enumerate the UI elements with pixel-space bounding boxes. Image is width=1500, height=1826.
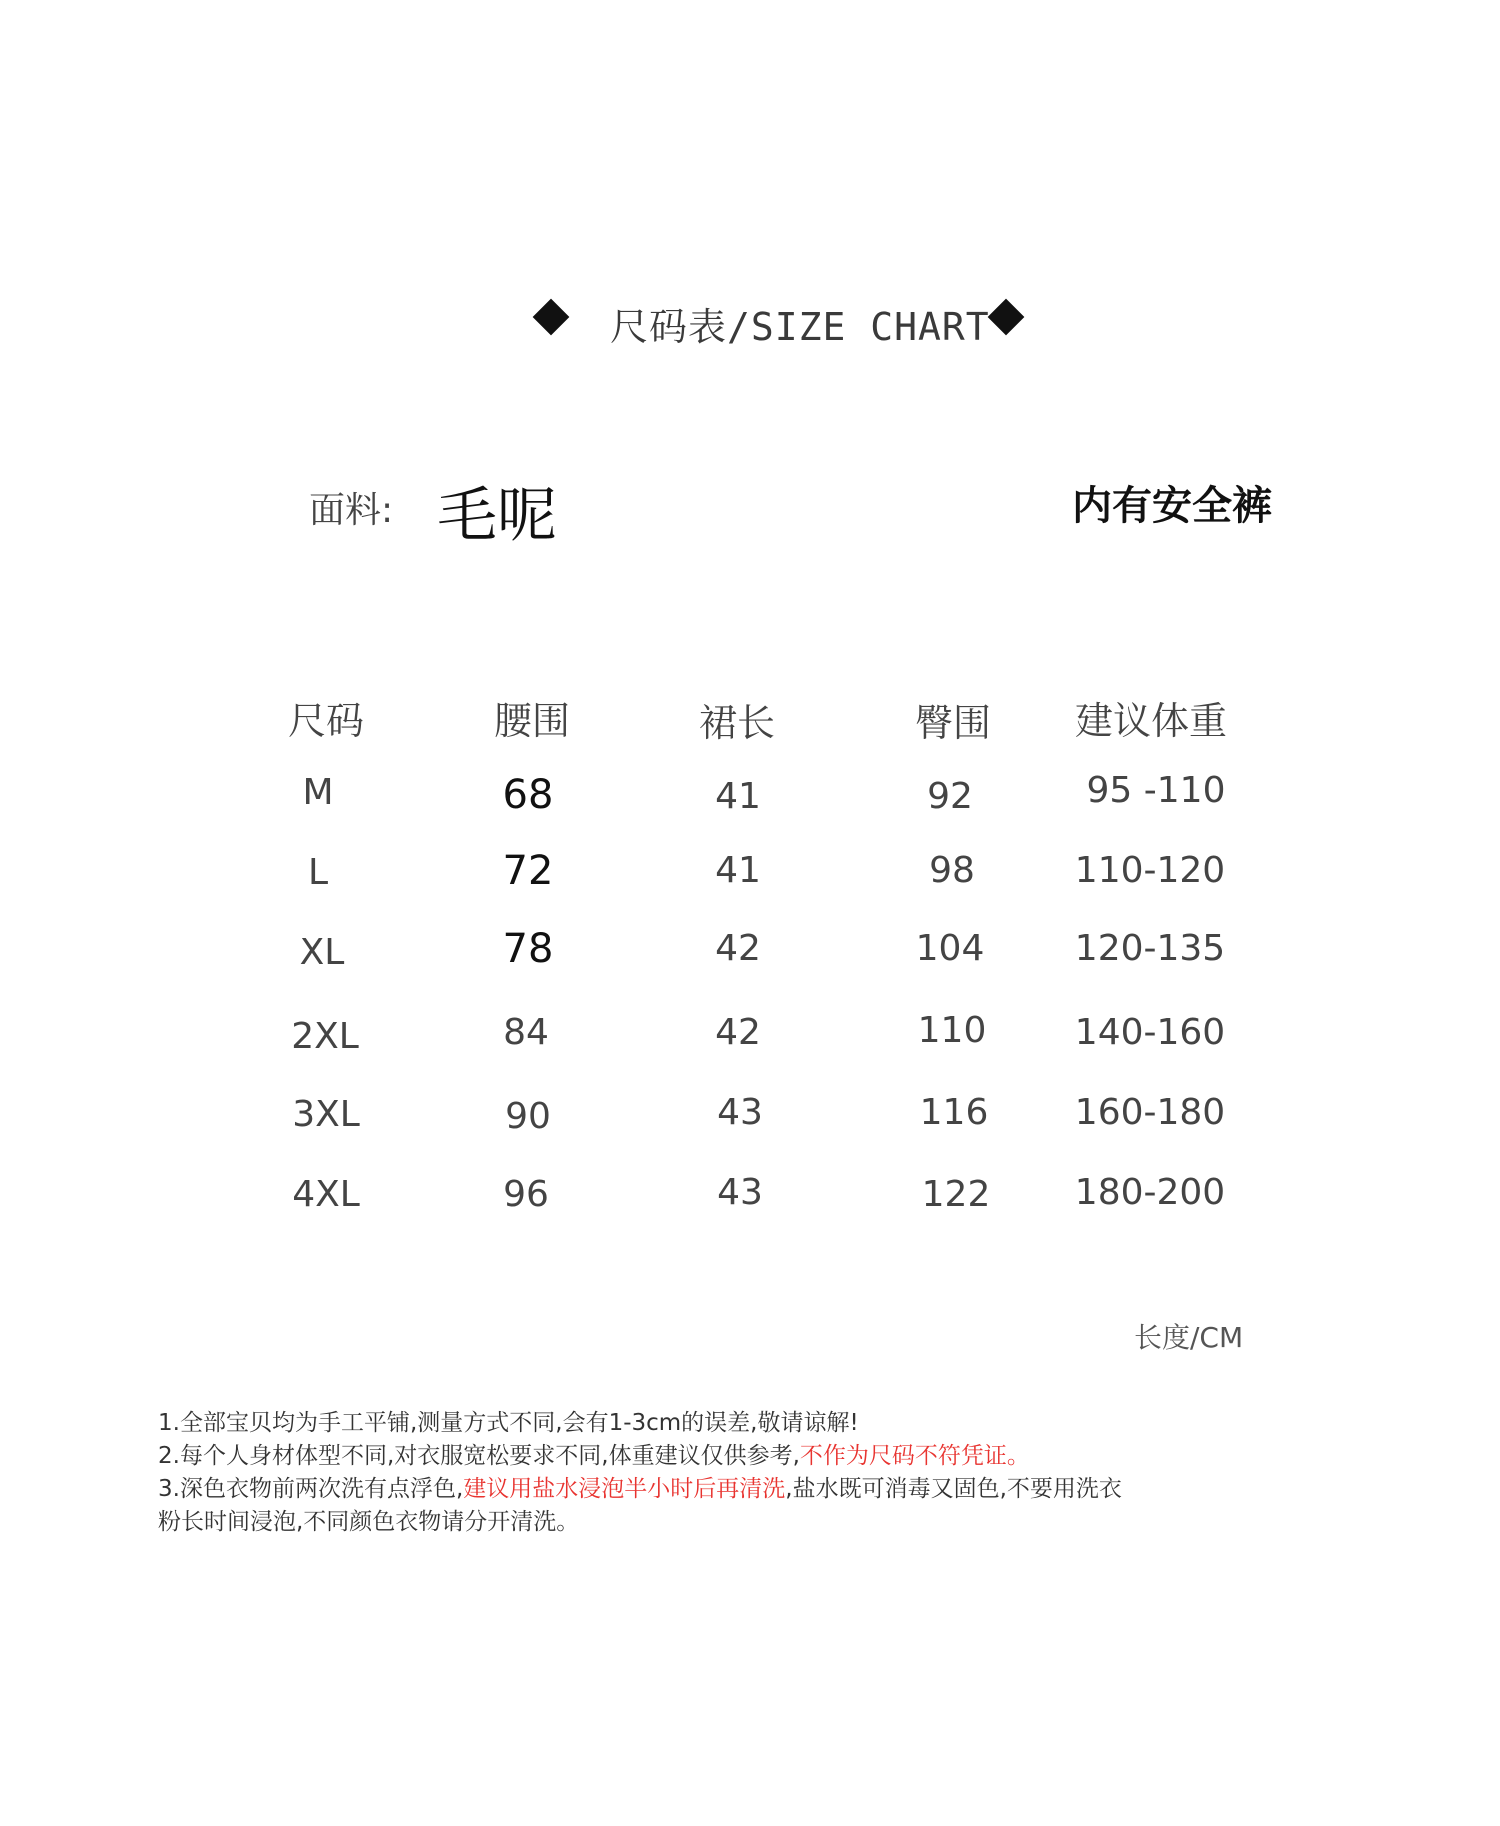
- header-weight: 建议体重: [1075, 699, 1228, 743]
- cell-weight: 120-135: [1074, 928, 1226, 969]
- header-hip: 臀围: [915, 701, 992, 745]
- cell-skirt-length: 41: [715, 850, 761, 891]
- header-skirt-length: 裙长: [699, 701, 776, 745]
- cell-size: L: [307, 852, 329, 893]
- note-1: 1.全部宝贝均为手工平铺,测量方式不同,会有1-3cm的误差,敬请谅解!: [158, 1410, 859, 1436]
- cell-skirt-length: 43: [717, 1172, 763, 1213]
- cell-hip: 98: [929, 850, 975, 891]
- cell-size: 4XL: [292, 1174, 360, 1215]
- cell-skirt-length: 43: [717, 1092, 763, 1133]
- diamond-right-icon: [988, 299, 1025, 336]
- header-size: 尺码: [288, 699, 365, 743]
- cell-skirt-length: 42: [715, 928, 761, 969]
- cell-waist: 78: [502, 926, 554, 972]
- note-3-text-after: ,盐水既可消毒又固色,不要用洗衣: [785, 1476, 1122, 1502]
- cell-hip: 92: [927, 776, 973, 817]
- cell-weight: 180-200: [1074, 1172, 1226, 1213]
- cell-size: XL: [299, 932, 345, 973]
- cell-weight: 140-160: [1074, 1012, 1226, 1053]
- cell-weight: 160-180: [1074, 1092, 1226, 1133]
- diamond-left-icon: [533, 299, 570, 336]
- note-2-text: 2.每个人身材体型不同,对衣服宽松要求不同,体重建议仅供参考,: [158, 1443, 800, 1469]
- note-3-highlight: 建议用盐水浸泡半小时后再清洗: [463, 1476, 786, 1502]
- note-3-line-2: 粉长时间浸泡,不同颜色衣物请分开清洗。: [158, 1509, 580, 1535]
- note-2: [158, 1437, 1030, 1470]
- cell-weight: 110-120: [1074, 850, 1226, 891]
- cell-waist: 68: [502, 772, 554, 818]
- page-title: 尺码表/SIZE CHART: [610, 305, 990, 349]
- cell-waist: 90: [505, 1096, 551, 1137]
- cell-hip: 104: [915, 928, 985, 969]
- fabric-value: 毛呢: [437, 481, 557, 551]
- unit-label: 长度/CM: [1134, 1321, 1244, 1354]
- fabric-label: 面料:: [309, 490, 394, 531]
- cell-weight: 95 -110: [1086, 770, 1226, 811]
- cell-hip: 110: [917, 1010, 987, 1051]
- cell-waist: 84: [503, 1012, 549, 1053]
- cell-size: M: [302, 772, 334, 813]
- header-waist: 腰围: [494, 699, 571, 743]
- note-3: [158, 1470, 1122, 1503]
- cell-size: 3XL: [292, 1094, 360, 1135]
- cell-waist: 72: [502, 848, 554, 894]
- cell-hip: 116: [919, 1092, 989, 1133]
- cell-hip: 122: [921, 1174, 991, 1215]
- cell-waist: 96: [503, 1174, 549, 1215]
- lining-note: 内有安全裤: [1072, 483, 1272, 529]
- note-3-text: 3.深色衣物前两次洗有点浮色,: [158, 1476, 464, 1502]
- note-2-highlight: 不作为尺码不符凭证。: [799, 1443, 1030, 1469]
- cell-size: 2XL: [291, 1016, 359, 1057]
- cell-skirt-length: 42: [715, 1012, 761, 1053]
- cell-skirt-length: 41: [715, 776, 761, 817]
